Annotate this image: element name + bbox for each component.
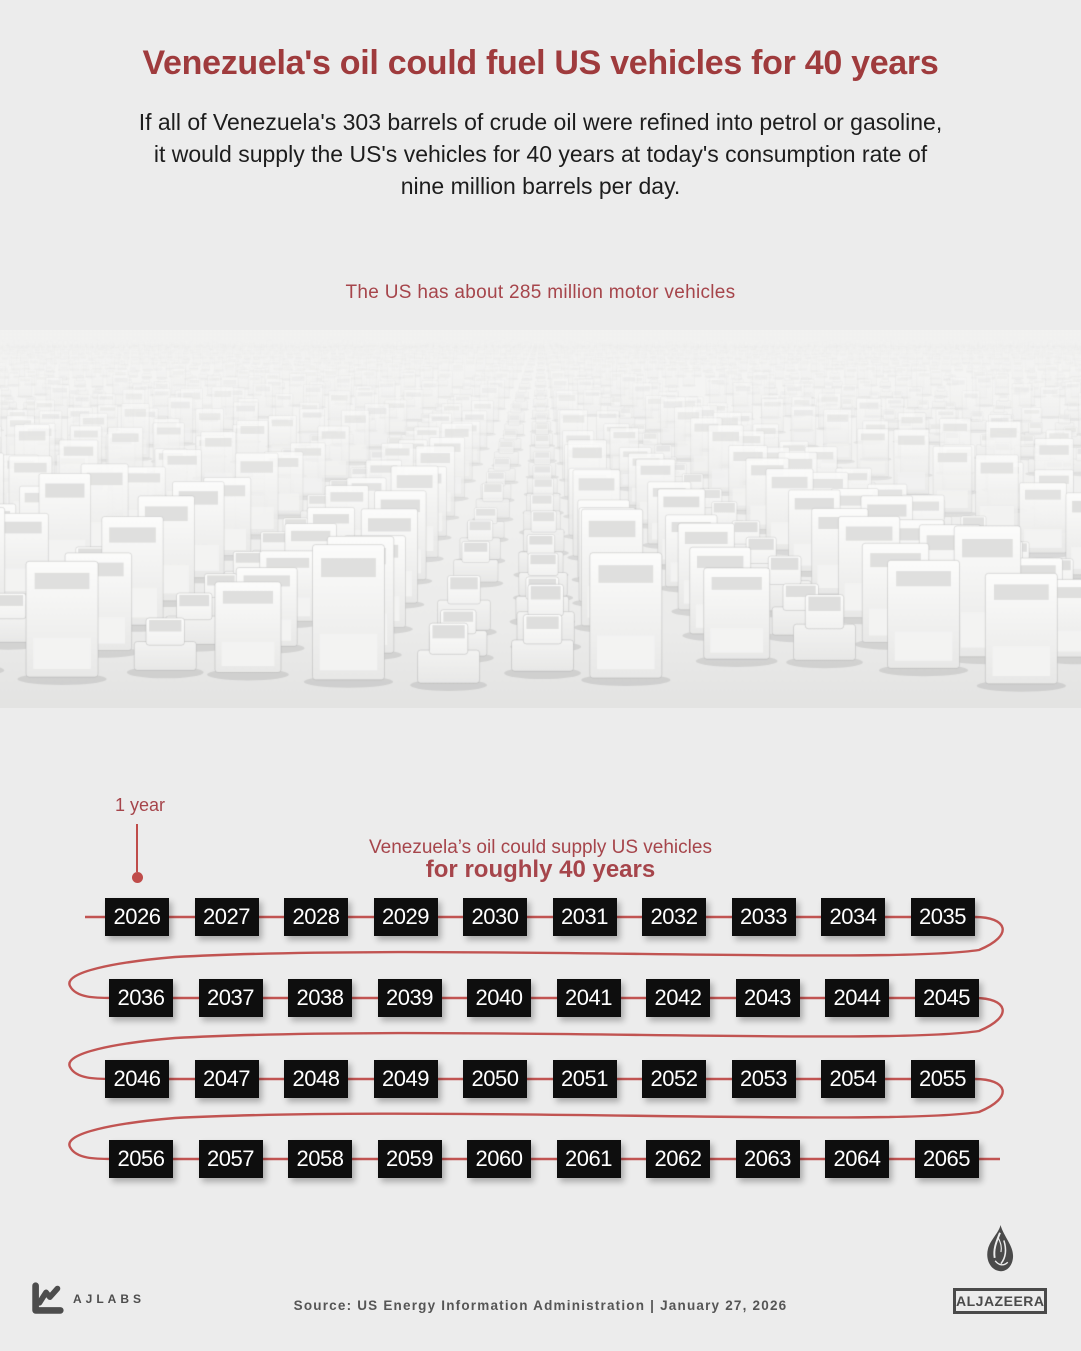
year-box: 2033 (732, 898, 796, 936)
subtitle-line: If all of Venezuela's 303 barrels of crude oil were refined into petrol or gasoline, (138, 109, 943, 135)
year-box: 2046 (105, 1060, 169, 1098)
year-box: 2056 (109, 1140, 173, 1178)
year-box: 2026 (105, 898, 169, 936)
page-title: Venezuela's oil could fuel US vehicles for 40 years (142, 44, 939, 82)
year-box: 2036 (109, 979, 173, 1017)
year-box: 2057 (199, 1140, 263, 1178)
year-box: 2038 (288, 979, 352, 1017)
year-box: 2063 (736, 1140, 800, 1178)
year-box: 2027 (195, 898, 259, 936)
year-box: 2052 (642, 1060, 706, 1098)
year-box: 2060 (467, 1140, 531, 1178)
subtitle-line: it would supply the US's vehicles for 40 years at today's consumption rate of (153, 141, 928, 167)
source-line: Source: US Energy Information Administration | January 27, 2026 (293, 1298, 788, 1313)
year-box: 2047 (195, 1060, 259, 1098)
year-box: 2049 (374, 1060, 438, 1098)
one-year-label: 1 year (114, 795, 166, 815)
timeline-heading-line1: Venezuela’s oil could supply US vehicles (369, 837, 712, 858)
year-box: 2043 (736, 979, 800, 1017)
year-box: 2029 (374, 898, 438, 936)
year-box: 2041 (557, 979, 621, 1017)
subtitle-line: nine million barrels per day. (400, 173, 681, 199)
year-box: 2062 (646, 1140, 710, 1178)
year-box: 2058 (288, 1140, 352, 1178)
year-box: 2044 (825, 979, 889, 1017)
year-box: 2045 (915, 979, 979, 1017)
aljazeera-wordmark: ALJAZEERA (953, 1288, 1047, 1314)
vehicles-caption: The US has about 285 million motor vehicles (345, 282, 736, 303)
year-box: 2035 (911, 898, 975, 936)
ajlabs-label: AJLABS (73, 1292, 146, 1306)
year-box: 2053 (732, 1060, 796, 1098)
year-box: 2034 (821, 898, 885, 936)
year-box: 2037 (199, 979, 263, 1017)
year-box: 2040 (467, 979, 531, 1017)
year-box: 2050 (463, 1060, 527, 1098)
timeline-heading-line2: for roughly 40 years (425, 856, 656, 883)
year-box: 2048 (284, 1060, 348, 1098)
year-box: 2039 (378, 979, 442, 1017)
year-box: 2042 (646, 979, 710, 1017)
year-box: 2031 (553, 898, 617, 936)
year-box: 2054 (821, 1060, 885, 1098)
year-box: 2055 (911, 1060, 975, 1098)
year-box: 2059 (378, 1140, 442, 1178)
year-box: 2051 (553, 1060, 617, 1098)
year-box: 2028 (284, 898, 348, 936)
year-box: 2030 (463, 898, 527, 936)
year-box: 2032 (642, 898, 706, 936)
year-box: 2061 (557, 1140, 621, 1178)
year-box: 2064 (825, 1140, 889, 1178)
year-box: 2065 (915, 1140, 979, 1178)
